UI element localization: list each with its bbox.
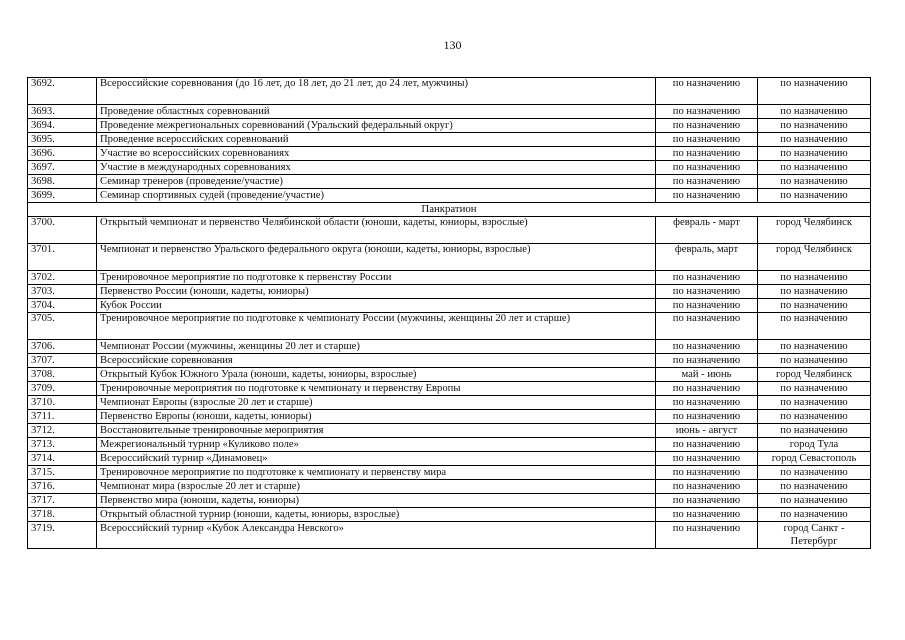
event-name: Первенство России (юноши, кадеты, юниоры): [97, 285, 656, 299]
table-row: [28, 271, 871, 285]
table-body-before-section: [28, 78, 871, 203]
event-name: Первенство мира (юноши, кадеты, юниоры): [97, 494, 656, 508]
table-row: [28, 244, 871, 271]
row-number: 3701.: [28, 244, 97, 271]
event-name: Семинар спортивных судей (проведение/участие): [97, 189, 656, 203]
row-number: 3693.: [28, 105, 97, 119]
table-row: [28, 299, 871, 313]
event-date: по назначению: [656, 285, 758, 299]
row-number: 3702.: [28, 271, 97, 285]
row-number: 3697.: [28, 161, 97, 175]
event-date: по назначению: [656, 438, 758, 452]
event-name: Тренировочные мероприятия по подготовке к чемпионату и первенству Европы: [97, 382, 656, 396]
table-row: [28, 161, 871, 175]
table-row: [28, 368, 871, 382]
table-row: [28, 438, 871, 452]
row-number: 3705.: [28, 313, 97, 340]
event-place: по назначению: [758, 78, 871, 105]
event-place: по назначению: [758, 119, 871, 133]
event-name: Чемпионат мира (взрослые 20 лет и старше): [97, 480, 656, 494]
row-number: 3699.: [28, 189, 97, 203]
event-name: Всероссийские соревнования: [97, 354, 656, 368]
table-row: [28, 494, 871, 508]
event-place: по назначению: [758, 161, 871, 175]
table-row: [28, 466, 871, 480]
event-date: по назначению: [656, 340, 758, 354]
event-date: по назначению: [656, 382, 758, 396]
row-number: 3715.: [28, 466, 97, 480]
row-number: 3696.: [28, 147, 97, 161]
row-number: 3704.: [28, 299, 97, 313]
event-name: Тренировочное мероприятие по подготовке к чемпионату и первенству мира: [97, 466, 656, 480]
row-number: 3718.: [28, 508, 97, 522]
table-row: [28, 508, 871, 522]
event-place: по назначению: [758, 424, 871, 438]
table-row: [28, 189, 871, 203]
page-number: 130: [443, 38, 462, 52]
table-row: [28, 354, 871, 368]
event-date: по назначению: [656, 105, 758, 119]
table-row: [28, 522, 871, 549]
row-number: 3695.: [28, 133, 97, 147]
event-place: по назначению: [758, 105, 871, 119]
event-place: по назначению: [758, 313, 871, 340]
table-row: [28, 396, 871, 410]
event-date: по назначению: [656, 133, 758, 147]
event-name: Кубок России: [97, 299, 656, 313]
event-place: по назначению: [758, 285, 871, 299]
event-name: Чемпионат Европы (взрослые 20 лет и старше): [97, 396, 656, 410]
table-row: [28, 382, 871, 396]
event-place: по назначению: [758, 480, 871, 494]
row-number: 3698.: [28, 175, 97, 189]
event-date: по назначению: [656, 189, 758, 203]
event-date: по назначению: [656, 147, 758, 161]
row-number: 3703.: [28, 285, 97, 299]
event-name: Открытый Кубок Южного Урала (юноши, кадеты, юниоры, взрослые): [97, 368, 656, 382]
event-date: по назначению: [656, 271, 758, 285]
event-date: по назначению: [656, 508, 758, 522]
event-date: по назначению: [656, 299, 758, 313]
event-place: по назначению: [758, 147, 871, 161]
event-name: Открытый областной турнир (юноши, кадеты, юниоры, взрослые): [97, 508, 656, 522]
table-row: [28, 410, 871, 424]
event-place: по назначению: [758, 396, 871, 410]
event-place: город Челябинск: [758, 244, 871, 271]
event-place: город Тула: [758, 438, 871, 452]
event-date: по назначению: [656, 494, 758, 508]
event-name: Всероссийский турнир «Динамовец»: [97, 452, 656, 466]
table-row: [28, 217, 871, 244]
table-body-after-section: [28, 217, 871, 549]
event-place: по назначению: [758, 382, 871, 396]
event-name: Чемпионат и первенство Уральского федерального округа (юноши, кадеты, юниоры, взрослые): [97, 244, 656, 271]
event-name: Тренировочное мероприятие по подготовке к чемпионату России (мужчины, женщины 20 лет и старше): [97, 313, 656, 340]
table-row: [28, 285, 871, 299]
event-place: город Севастополь: [758, 452, 871, 466]
event-date: по назначению: [656, 480, 758, 494]
event-name: Участие во всероссийских соревнованиях: [97, 147, 656, 161]
event-name: Тренировочное мероприятие по подготовке к первенству России: [97, 271, 656, 285]
event-place: по назначению: [758, 494, 871, 508]
event-place: по назначению: [758, 508, 871, 522]
table-row: [28, 313, 871, 340]
event-date: по назначению: [656, 175, 758, 189]
table-row: [28, 78, 871, 105]
table-row: [28, 424, 871, 438]
event-place: по назначению: [758, 340, 871, 354]
event-name: Участие в международных соревнованиях: [97, 161, 656, 175]
event-name: Семинар тренеров (проведение/участие): [97, 175, 656, 189]
event-date: июнь - август: [656, 424, 758, 438]
event-name: Открытый чемпионат и первенство Челябинской области (юноши, кадеты, юниоры, взрослые): [97, 217, 656, 244]
event-place: по назначению: [758, 466, 871, 480]
table-row: [28, 119, 871, 133]
table-row: [28, 175, 871, 189]
event-name: Проведение областных соревнований: [97, 105, 656, 119]
event-date: по назначению: [656, 466, 758, 480]
event-date: по назначению: [656, 452, 758, 466]
event-place: по назначению: [758, 189, 871, 203]
row-number: 3710.: [28, 396, 97, 410]
event-date: по назначению: [656, 396, 758, 410]
event-name: Чемпионат России (мужчины, женщины 20 лет и старше): [97, 340, 656, 354]
event-name: Всероссийский турнир «Кубок Александра Невского»: [97, 522, 656, 549]
event-place: по назначению: [758, 354, 871, 368]
event-name: Межрегиональный турнир «Куликово поле»: [97, 438, 656, 452]
section-row: [28, 203, 871, 217]
row-number: 3714.: [28, 452, 97, 466]
row-number: 3700.: [28, 217, 97, 244]
event-place: по назначению: [758, 410, 871, 424]
event-date: февраль - март: [656, 217, 758, 244]
event-name: Всероссийские соревнования (до 16 лет, до 18 лет, до 21 лет, до 24 лет, мужчины): [97, 78, 656, 105]
event-place: по назначению: [758, 175, 871, 189]
event-date: по назначению: [656, 78, 758, 105]
table-row: [28, 452, 871, 466]
event-date: по назначению: [656, 354, 758, 368]
row-number: 3719.: [28, 522, 97, 549]
event-date: по назначению: [656, 522, 758, 549]
table-row: [28, 133, 871, 147]
event-date: по назначению: [656, 119, 758, 133]
event-place: по назначению: [758, 299, 871, 313]
event-place: по назначению: [758, 271, 871, 285]
event-name: Проведение межрегиональных соревнований (Уральский федеральный округ): [97, 119, 656, 133]
event-place: город Челябинск: [758, 217, 871, 244]
event-name: Первенство Европы (юноши, кадеты, юниоры): [97, 410, 656, 424]
event-date: по назначению: [656, 161, 758, 175]
event-date: по назначению: [656, 313, 758, 340]
table-row: [28, 340, 871, 354]
row-number: 3692.: [28, 78, 97, 105]
section-title: Панкратион: [28, 203, 871, 217]
row-number: 3716.: [28, 480, 97, 494]
row-number: 3717.: [28, 494, 97, 508]
row-number: 3711.: [28, 410, 97, 424]
event-date: май - июнь: [656, 368, 758, 382]
event-place: город Челябинск: [758, 368, 871, 382]
row-number: 3694.: [28, 119, 97, 133]
row-number: 3709.: [28, 382, 97, 396]
event-date: февраль, март: [656, 244, 758, 271]
row-number: 3706.: [28, 340, 97, 354]
event-place: город Санкт - Петербург: [758, 522, 871, 549]
row-number: 3713.: [28, 438, 97, 452]
event-place: по назначению: [758, 133, 871, 147]
event-date: по назначению: [656, 410, 758, 424]
event-name: Проведение всероссийских соревнований: [97, 133, 656, 147]
table-row: [28, 147, 871, 161]
event-name: Восстановительные тренировочные мероприятия: [97, 424, 656, 438]
table-row: [28, 105, 871, 119]
row-number: 3708.: [28, 368, 97, 382]
table-row: [28, 480, 871, 494]
events-table: [27, 77, 871, 549]
row-number: 3707.: [28, 354, 97, 368]
row-number: 3712.: [28, 424, 97, 438]
